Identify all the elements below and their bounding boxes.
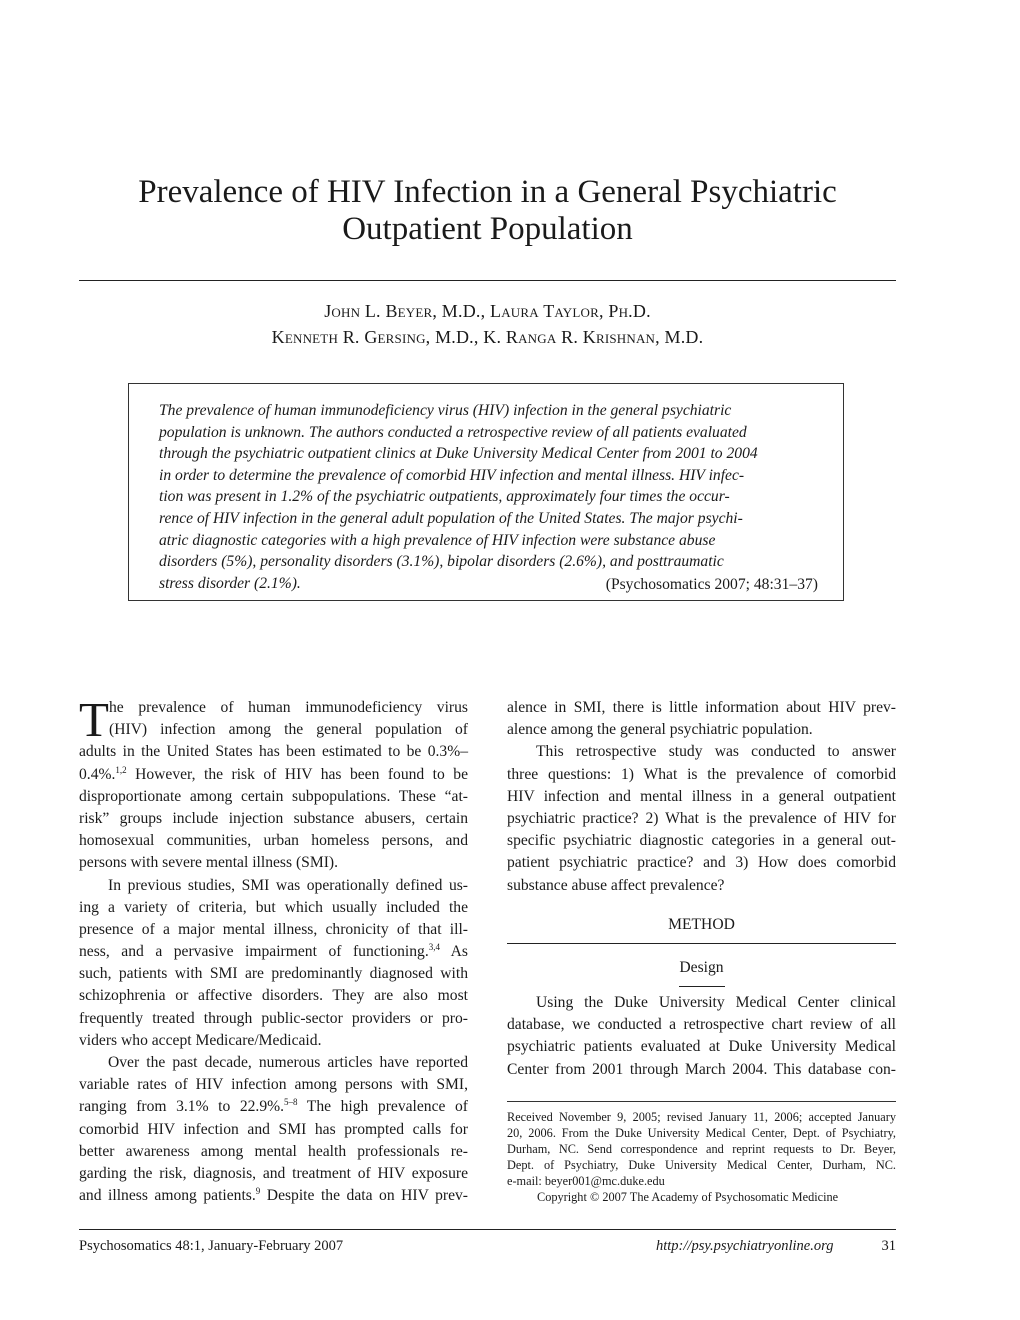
text-line: database, we conducted a retrospective chart review of all [507, 1016, 896, 1034]
text-line [79, 1096, 468, 1118]
abstract-citation: (Psychosomatics 2007; 48:31–37) [605, 576, 818, 593]
section-heading-method: METHOD [668, 916, 735, 933]
author-list [80, 298, 895, 350]
citation-ref: 3,4 [428, 942, 440, 953]
text-fragment: The high prevalence of [297, 1098, 468, 1116]
abstract-line: through the psychiatric outpatient clinics at Duke University Medical Center from 2001 to 2004 [159, 445, 758, 463]
page-number: 31 [881, 1238, 896, 1254]
footnote [507, 1109, 896, 1189]
text-line: schizophrenia or affective disorders. They are also most [79, 987, 468, 1005]
abstract-line: atric diagnostic categories with a high prevalence of HIV infection were substance abuse [159, 531, 716, 549]
abstract-line: in order to determine the prevalence of comorbid HIV infection and mental illness. HIV infec- [159, 466, 745, 484]
text-line: homosexual communities, urban homeless persons, and [79, 832, 468, 850]
abstract-line: population is unknown. The authors conducted a retrospective review of all patients evaluated [159, 423, 747, 441]
text-line: HIV infection and mental illness in a general outpatient [507, 787, 896, 805]
title-line: Outpatient Population [342, 211, 633, 247]
footnote-rule [507, 1101, 896, 1102]
footnote-line: e-mail: beyer001@mc.duke.edu [507, 1174, 665, 1188]
text-line: Center from 2001 through March 2004. This database con- [507, 1060, 896, 1078]
text-line: substance abuse affect prevalence? [507, 876, 725, 894]
body-column-right [507, 697, 896, 897]
title-rule [79, 280, 896, 281]
abstract-text [159, 400, 817, 594]
text-line: Over the past decade, numerous articles have reported [108, 1054, 468, 1071]
text-line: viders who accept Medicare/Medicaid. [79, 1031, 322, 1049]
text-fragment: ranging from 3.1% to 22.9%. [79, 1098, 285, 1116]
footnote-line: Received November 9, 2005; revised January 11, 2006; accepted January [507, 1110, 896, 1124]
design-paragraph [507, 992, 896, 1081]
text-line: adults in the United States has been estimated to be 0.3%– [79, 743, 468, 761]
text-line: psychiatric practice? 2) What is the prevalence of HIV for [507, 809, 896, 827]
title-line: Prevalence of HIV Infection in a General Psychiatric [138, 174, 837, 210]
text-line: ing a variety of criteria, but which usually included the [79, 898, 468, 916]
text-line [79, 941, 468, 963]
text-line: risk” groups include injection substance abusers, certain [79, 809, 468, 827]
text-line: alence in SMI, there is little information about HIV prev- [507, 699, 896, 716]
footer-rule [79, 1229, 896, 1230]
text-line: better awareness among mental health professionals re- [79, 1142, 468, 1160]
body-column-left [79, 692, 468, 1207]
citation-ref: 5–8 [284, 1097, 298, 1108]
abstract-line: tion was present in 1.2% of the psychiatric outpatients, approximately four times the occur- [159, 488, 730, 506]
text-line: such, patients with SMI are predominantly diagnosed with [79, 965, 468, 983]
text-line: psychiatric patients evaluated at Duke University Medical [507, 1038, 896, 1056]
text-line: comorbid HIV infection and SMI has prompted calls for [79, 1120, 468, 1138]
citation-ref: 1,2 [115, 764, 127, 775]
drop-cap: T [79, 692, 109, 747]
text-line: disproportionate among certain subpopulations. These “at- [79, 787, 468, 805]
copyright-notice: Copyright © 2007 The Academy of Psychosomatic Medicine [537, 1190, 839, 1204]
footnote-line: Dept. of Psychiatry, Duke University Medical Center, Durham, NC. [507, 1158, 896, 1172]
abstract-line: rence of HIV infection in the general adult population of the United States. The major psychi- [159, 509, 743, 527]
text-fragment: 0.4%. [79, 765, 116, 783]
text-line: three questions: 1) What is the prevalence of comorbid [507, 765, 896, 783]
text-line: Using the Duke University Medical Center clinical [536, 994, 896, 1011]
text-line: (HIV) infection among the general population of [109, 721, 468, 739]
author-line: John L. Beyer, M.D., Laura Taylor, Ph.D. [324, 301, 651, 321]
section-rule [507, 943, 896, 944]
text-line: variable rates of HIV infection among persons with SMI, [79, 1076, 468, 1094]
text-line: alence among the general psychiatric population. [507, 721, 813, 739]
article-title [80, 174, 895, 248]
text-line: patient psychiatric practice? and 3) How does comorbid [507, 854, 896, 872]
subsection-heading-design: Design [679, 959, 724, 976]
abstract-line: The prevalence of human immunodeficiency virus (HIV) infection in the general psychiatric [159, 402, 732, 419]
journal-issue: Psychosomatics 48:1, January-February 2007 [79, 1238, 344, 1254]
footnote-line: 20, 2006. From the Duke University Medical Center, Dept. of Psychiatry, [507, 1126, 896, 1140]
journal-url[interactable]: http://psy.psychiatryonline.org [656, 1238, 834, 1254]
abstract-line: stress disorder (2.1%). [159, 574, 301, 592]
text-fragment: and illness among patients. [79, 1187, 256, 1205]
text-fragment: However, the risk of HIV has been found to be [126, 765, 468, 783]
text-fragment: As [440, 943, 468, 961]
text-line: frequently treated through public-sector providers or pro- [79, 1009, 468, 1027]
text-line: specific psychiatric diagnostic categories in a general out- [507, 832, 896, 850]
text-line: In previous studies, SMI was operationally defined us- [108, 876, 468, 894]
subsection-rule [679, 986, 725, 987]
citation-ref: 9 [255, 1186, 261, 1197]
footnote-line: Durham, NC. Send correspondence and reprint requests to Dr. Beyer, [507, 1142, 896, 1156]
text-fragment: Despite the data on HIV prev- [260, 1187, 468, 1205]
author-line: Kenneth R. Gersing, M.D., K. Ranga R. Krishnan, M.D. [271, 327, 704, 347]
abstract-line: disorders (5%), personality disorders (3.1%), bipolar disorders (2.6%), and posttraumatic [159, 553, 724, 571]
text-fragment: ness, and a pervasive impairment of functioning. [79, 943, 429, 961]
text-line: garding the risk, diagnosis, and treatment of HIV exposure [79, 1164, 468, 1182]
text-line [79, 1185, 468, 1207]
text-line: persons with severe mental illness (SMI). [79, 854, 338, 872]
text-line: presence of a major mental illness, chronicity of that ill- [79, 920, 468, 938]
text-line: he prevalence of human immunodeficiency virus [109, 699, 468, 716]
text-line: This retrospective study was conducted to answer [536, 743, 896, 761]
text-line [79, 764, 468, 786]
